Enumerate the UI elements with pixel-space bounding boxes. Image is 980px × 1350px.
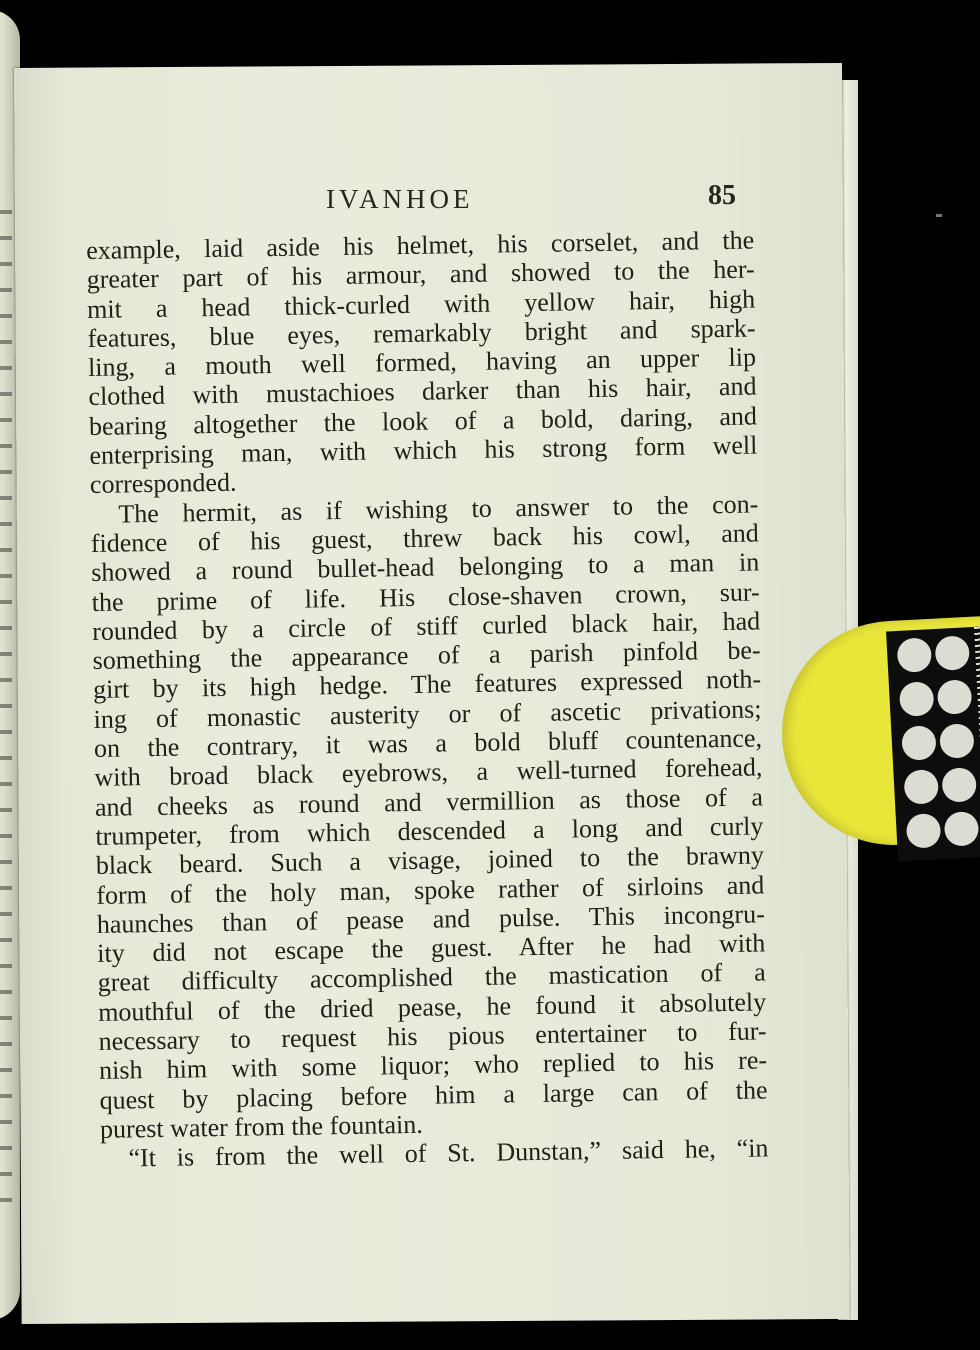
polka-dot — [937, 679, 973, 715]
polka-dot — [944, 811, 980, 847]
text-line: ity did not escape the guest. After he had with — [97, 928, 766, 969]
text-line: trumpeter, from which descended a long and curly — [95, 811, 764, 851]
text-line: and cheeks as round and vermillion as those of a — [94, 782, 764, 822]
running-head-title: IVANHOE — [326, 184, 474, 214]
text-line: quest by placing before him a large can of the — [99, 1075, 768, 1115]
text-line: example, laid aside his helmet, his corselet, and the — [86, 225, 755, 265]
left-page-text-marks — [0, 210, 12, 1210]
polka-dot — [901, 725, 937, 761]
text-line: haunches than of pease and pulse. This incongru- — [96, 899, 765, 939]
text-line: corresponded. — [89, 468, 237, 500]
dust-speck — [936, 214, 942, 217]
text-line: girt by its high hedge. The features expressed noth- — [92, 664, 762, 705]
text-line: with broad black eyebrows, a well-turned forehead, — [94, 752, 763, 793]
text-line: necessary to request his pious entertainer to fur- — [98, 1016, 767, 1056]
body-text — [86, 226, 769, 1174]
polka-dot — [899, 681, 935, 717]
polka-dot — [903, 769, 939, 805]
text-line: bearing altogether the look of a bold, daring, and — [88, 401, 758, 441]
text-line: enterprising man, with which his strong form well — [89, 430, 758, 471]
text-line: The hermit, as if wishing to answer to the con- — [118, 489, 759, 529]
text-line: purest water from the fountain. — [99, 1109, 423, 1144]
text-line: rounded by a circle of stiff curled black hair, had — [91, 606, 761, 646]
text-line: mouthful of the dried pease, he found it absolutely — [97, 987, 767, 1027]
text-line: mit a head thick-curled with yellow hair, high — [86, 284, 756, 324]
polka-dot — [941, 767, 977, 803]
polka-dot — [939, 723, 975, 759]
text-line: ing of monastic austerity or of ascetic privations; — [93, 694, 762, 734]
text-line: on the contrary, it was a bold bluff countenance, — [93, 723, 763, 763]
page-number: 85 — [708, 180, 736, 211]
text-line: something the appearance of a parish pinfold be- — [92, 635, 761, 676]
running-head — [326, 180, 736, 220]
text-line: black beard. Such a visage, joined to the brawny — [95, 840, 765, 881]
text-line: greater part of his armour, and showed to the her- — [86, 254, 755, 295]
text-line: ling, a mouth well formed, having an upper lip — [87, 342, 757, 383]
text-line: features, blue eyes, remarkably bright and spark- — [87, 313, 756, 353]
text-line: the prime of life. His close-shaven crown, sur- — [91, 577, 760, 617]
text-line: nish him with some liquor; who replied to his re- — [98, 1045, 768, 1086]
bookmark-polka-dot-band — [886, 625, 980, 861]
text-line: showed a round bullet-head belonging to a man in — [91, 547, 760, 588]
text-line: clothed with mustachioes darker than his hair, and — [88, 371, 757, 412]
polka-dot — [934, 635, 970, 671]
polka-dot — [906, 813, 942, 849]
text-line: great difficulty accomplished the mastication of a — [97, 957, 766, 998]
bookmark-clip — [782, 620, 980, 880]
polka-dot — [896, 637, 932, 673]
text-line: “It is from the well of St. Dunstan,” said he, “in — [128, 1133, 769, 1173]
text-line: form of the holy man, spoke rather of sirloins and — [96, 869, 765, 910]
text-line: fidence of his guest, threw back his cowl, and — [90, 518, 759, 558]
